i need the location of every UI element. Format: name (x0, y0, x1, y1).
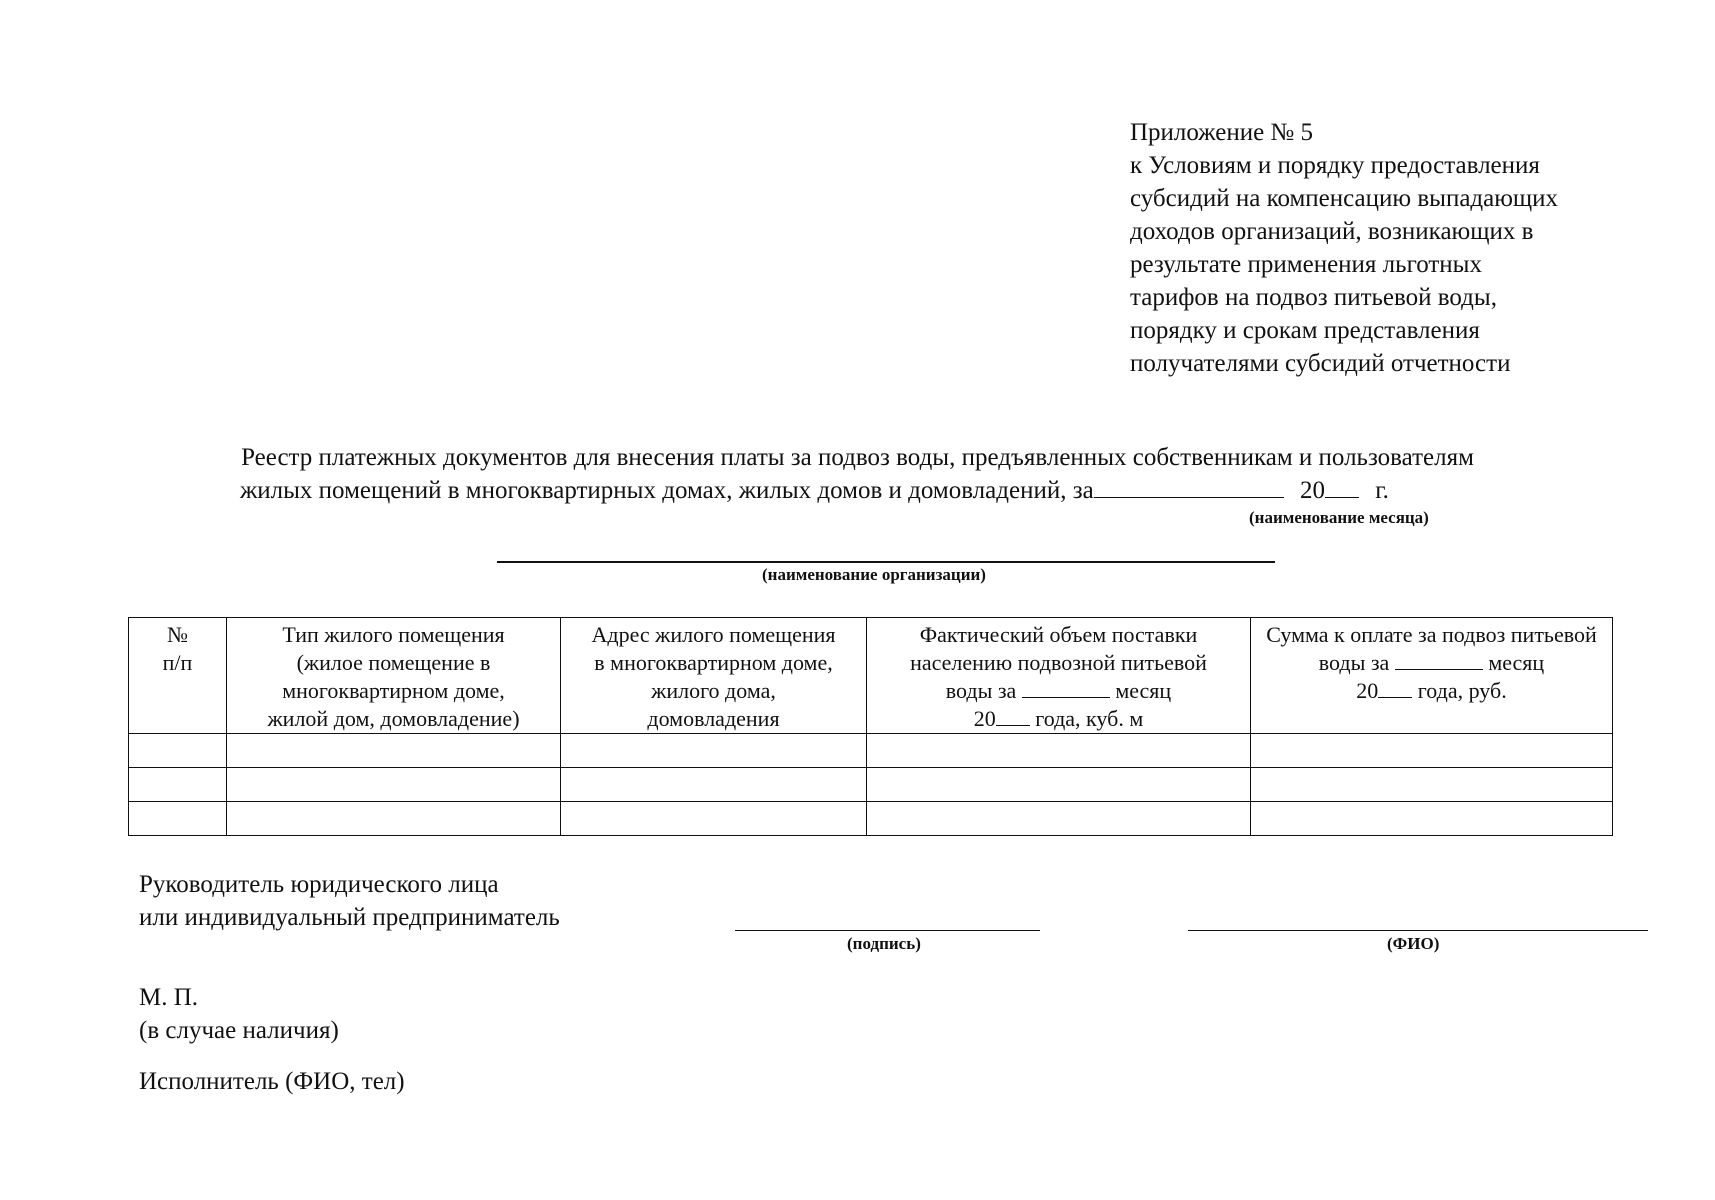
annex-line: доходов организаций, возникающих в (1130, 218, 1534, 245)
table-cell[interactable] (1251, 768, 1613, 802)
table-cell[interactable] (129, 734, 227, 768)
table-cell[interactable] (867, 734, 1251, 768)
annex-line: к Условиям и порядку предоставления (1130, 152, 1540, 179)
table-cell[interactable] (561, 734, 867, 768)
annex-line: получателями субсидий отчетности (1130, 350, 1511, 377)
table-row (129, 802, 1613, 836)
header-actual-volume: Фактический объем поставки населению подвозной питьевой воды за месяц 20 года, куб. м (867, 618, 1251, 734)
volume-month-blank[interactable] (1022, 677, 1110, 698)
document-title-line-2 (240, 474, 1389, 507)
document-title-line-1: Реестр платежных документов для внесения платы за подвоз воды, предъявленных собственникам и пользователям (241, 444, 1474, 471)
full-name-caption: (ФИО) (1387, 934, 1440, 953)
annex-line: субсидий на компенсацию выпадающих (1130, 185, 1559, 212)
header-premises-address: Адрес жилого помещения в многоквартирном доме, жилого дома, домовладения (561, 618, 867, 734)
table-cell[interactable] (1251, 734, 1613, 768)
table-cell[interactable] (867, 802, 1251, 836)
month-caption: (наименование месяца) (1249, 508, 1429, 527)
annex-line: тарифов на подвоз питьевой воды, (1130, 284, 1497, 311)
annex-line: порядку и срокам представления (1130, 317, 1480, 344)
stamp-place: М. П. (в случае наличия) (139, 984, 339, 1044)
year-suffix: г. (1375, 477, 1389, 504)
title-line-2-text: жилых помещений в многоквартирных домах, жилых домов и домовладений, за (240, 477, 1094, 504)
table-cell[interactable] (561, 802, 867, 836)
annex-line: Приложение № 5 (1130, 119, 1314, 146)
table-cell[interactable] (227, 734, 561, 768)
month-blank-field[interactable] (1094, 475, 1284, 499)
annex-line: результате применения льготных (1130, 251, 1482, 278)
table-cell[interactable] (867, 768, 1251, 802)
table-cell[interactable] (561, 768, 867, 802)
header-premises-type: Тип жилого помещения (жилое помещение в многоквартирном доме, жилой дом, домовладение) (227, 618, 561, 734)
header-number: № п/п (129, 618, 227, 734)
amount-month-blank[interactable] (1395, 649, 1483, 670)
table-cell[interactable] (129, 768, 227, 802)
table-cell[interactable] (1251, 802, 1613, 836)
table-row (129, 734, 1613, 768)
signature-blank-line[interactable] (735, 930, 1040, 931)
table-cell[interactable] (227, 768, 561, 802)
executor-label: Исполнитель (ФИО, тел) (139, 1068, 405, 1095)
year-prefix: 20 (1299, 477, 1325, 504)
full-name-blank-line[interactable] (1188, 930, 1648, 931)
volume-year-blank[interactable] (996, 705, 1030, 726)
table-row (129, 768, 1613, 802)
header-amount-due: Сумма к оплате за подвоз питьевой воды за месяц 20 года, руб. (1251, 618, 1613, 734)
signature-caption: (подпись) (847, 934, 921, 953)
table-header-row (129, 618, 1613, 734)
table-cell[interactable] (227, 802, 561, 836)
signatory-title: Руководитель юридического лица или индивидуальный предприниматель (139, 871, 560, 931)
amount-year-blank[interactable] (1378, 677, 1412, 698)
year-blank-field[interactable] (1325, 475, 1359, 499)
organization-blank-line[interactable] (497, 561, 1275, 563)
table-cell[interactable] (129, 802, 227, 836)
annex-header (1130, 116, 1690, 380)
registry-table (128, 617, 1613, 836)
organization-caption: (наименование организации) (762, 565, 986, 584)
